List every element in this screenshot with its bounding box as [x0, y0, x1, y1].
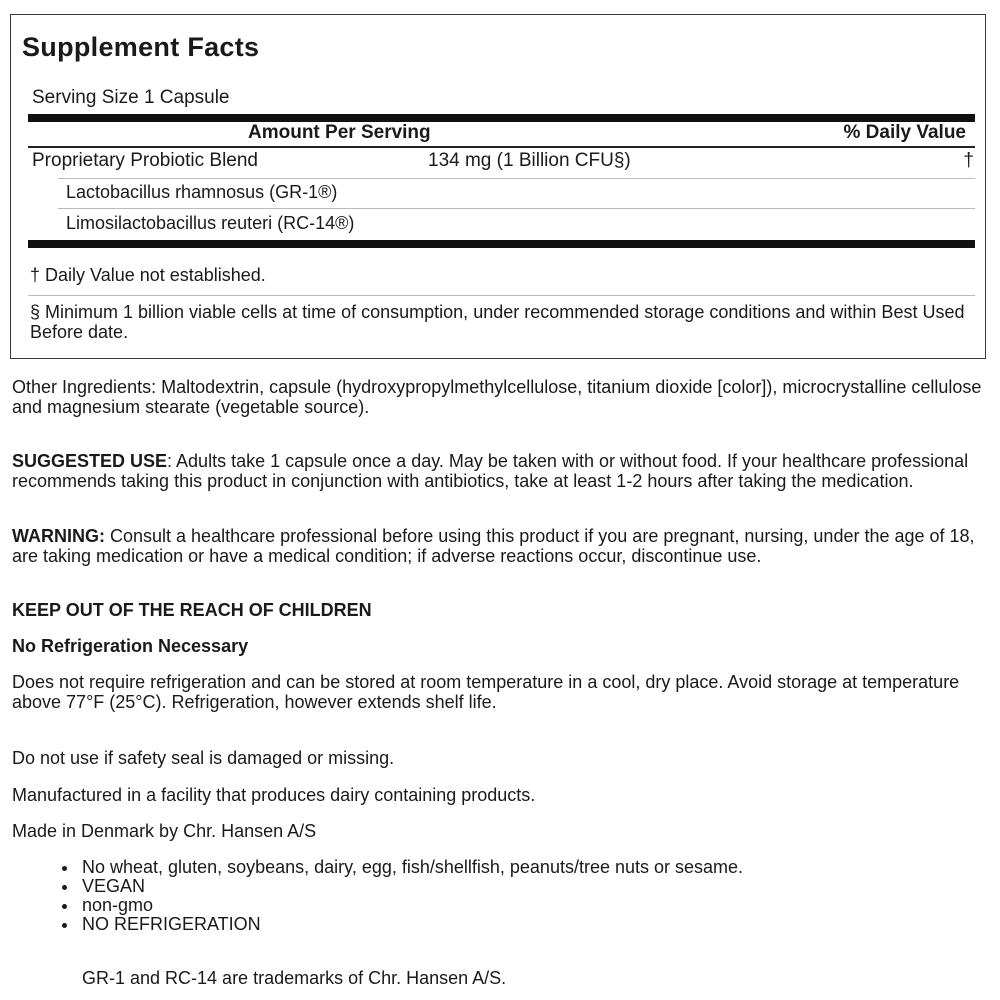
trademark-notice: GR-1 and RC-14 are trademarks of Chr. Hansen A/S. — [82, 968, 507, 988]
bullet-icon — [62, 866, 67, 871]
row-divider — [58, 208, 975, 209]
facility-notice: Manufactured in a facility that produces dairy containing products. — [12, 785, 536, 805]
safety-seal-notice: Do not use if safety seal is damaged or missing. — [12, 748, 395, 768]
footnote-daily-value: † Daily Value not established. — [30, 265, 266, 285]
made-in-notice: Made in Denmark by Chr. Hansen A/S — [12, 821, 317, 841]
list-item: NO REFRIGERATION — [50, 915, 990, 934]
thick-divider-top — [28, 114, 975, 122]
facts-title: Supplement Facts — [22, 32, 260, 62]
serving-size: Serving Size 1 Capsule — [32, 87, 230, 108]
thick-divider-bottom — [28, 240, 975, 248]
amount-per-serving-header: Amount Per Serving — [248, 122, 431, 143]
bullet-icon — [62, 885, 67, 890]
other-ingredients: Other Ingredients: Maltodextrin, capsule (hydroxypropylmethylcellulose, titanium dioxide [color]), microcrystalline cellulose and magnesium stearate (vegetable source). — [12, 377, 982, 417]
row-divider — [58, 178, 975, 179]
no-refrigeration-heading: No Refrigeration Necessary — [12, 636, 249, 656]
list-item: VEGAN — [50, 877, 990, 896]
suggested-use-text: : Adults take 1 capsule once a day. May be taken with or without food. If your healthcare professional recommends taking this product in conjunction with antibiotics, take at least 1-2 hours after taking the medication. — [12, 451, 969, 491]
footnote-viable-cells: § Minimum 1 billion viable cells at time of consumption, under recommended storage conditions and within Best Used Before date. — [30, 302, 965, 342]
bullet-icon — [62, 923, 67, 928]
blend-name: Proprietary Probiotic Blend — [32, 150, 258, 171]
list-item: non-gmo — [50, 896, 990, 915]
feature-list — [50, 858, 990, 934]
storage-instructions: Does not require refrigeration and can be stored at room temperature in a cool, dry place. Avoid storage at temperature above 77°F (25°C). Refrigeration, however extends shelf life. — [12, 672, 960, 712]
ingredient-rhamnosus: Lactobacillus rhamnosus (GR-1®) — [66, 182, 338, 202]
blend-amount: 134 mg (1 Billion CFU§) — [428, 150, 631, 171]
keep-out-notice: KEEP OUT OF THE REACH OF CHILDREN — [12, 600, 372, 620]
thin-divider — [28, 146, 975, 148]
ingredient-reuteri: Limosilactobacillus reuteri (RC-14®) — [66, 213, 355, 233]
warning-text: Consult a healthcare professional before using this product if you are pregnant, nursing, under the age of 18, are taking medication or have a medical condition; if adverse reactions occur, discontinue use. — [12, 526, 975, 566]
suggested-use-label: SUGGESTED USE — [12, 451, 168, 471]
footnote-divider — [28, 295, 975, 296]
warning-label: WARNING: — [12, 526, 105, 546]
daily-value-header: % Daily Value — [843, 122, 966, 143]
blend-daily-value: † — [963, 150, 974, 171]
warning — [12, 527, 987, 566]
list-item: No wheat, gluten, soybeans, dairy, egg, fish/shellfish, peanuts/tree nuts or sesame. — [50, 858, 990, 877]
bullet-icon — [62, 904, 67, 909]
suggested-use — [12, 452, 987, 491]
